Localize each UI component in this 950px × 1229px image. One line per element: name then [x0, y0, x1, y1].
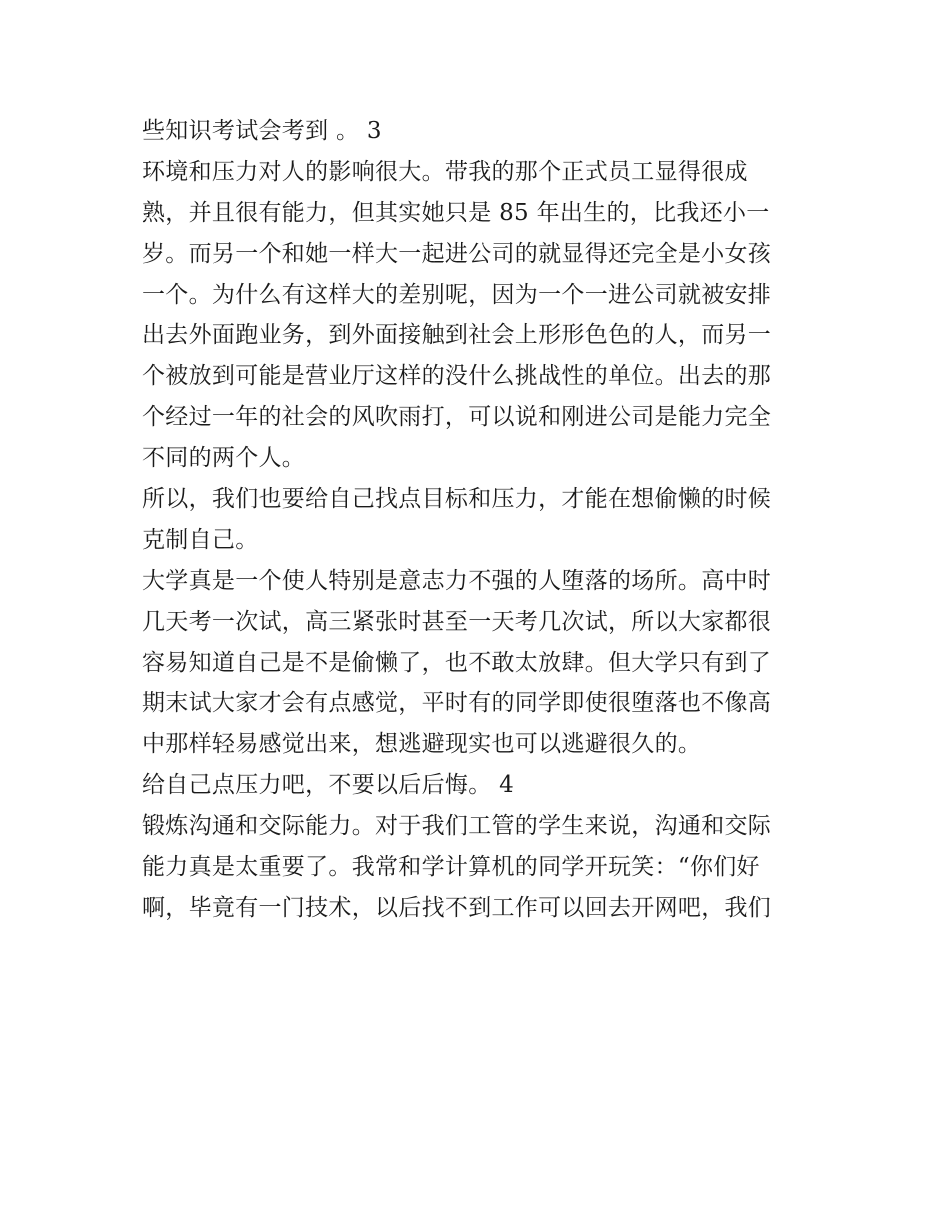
text-line: 一个。为什么有这样大的差别呢，因为一个一进公司就被安排: [142, 281, 772, 308]
text-line: 几天考一次试，高三紧张时甚至一天考几次试，所以大家都很: [142, 608, 772, 635]
text-line: 克制自己。: [142, 526, 259, 553]
text-line: 容易知道自己是不是偷懒了，也不敢太放肆。但大学只有到了: [142, 649, 772, 676]
text-line: 给自己点压力吧，不要以后后悔。 4: [142, 772, 515, 799]
text-line: 环境和压力对人的影响很大。带我的那个正式员工显得很成: [142, 158, 748, 185]
text-line: 熟，并且很有能力，但其实她只是 85 年出生的，比我还小一: [142, 199, 770, 226]
text-line: 大学真是一个使人特别是意志力不强的人堕落的场所。高中时: [142, 567, 772, 594]
text-line: 所以，我们也要给自己找点目标和压力，才能在想偷懒的时候: [142, 486, 772, 513]
text-line: 个被放到可能是营业厅这样的没什么挑战性的单位。出去的那: [142, 363, 772, 390]
text-line: 不同的两个人。: [142, 445, 306, 472]
text-line: 期末试大家才会有点感觉，平时有的同学即使很堕落也不像高: [142, 690, 772, 717]
text-line: 锻炼沟通和交际能力。对于我们工管的学生来说，沟通和交际: [142, 813, 772, 840]
text-line: 能力真是太重要了。我常和学计算机的同学开玩笑：“你们好: [142, 854, 760, 881]
text-line: 出去外面跑业务，到外面接触到社会上形形色色的人，而另一: [142, 322, 772, 349]
text-line: 啊，毕竟有一门技术，以后找不到工作可以回去开网吧，我们: [142, 894, 772, 921]
text-line: 中那样轻易感觉出来，想逃避现实也可以逃避很久的。: [142, 731, 702, 758]
text-line: 个经过一年的社会的风吹雨打，可以说和刚进公司是能力完全: [142, 404, 772, 431]
document-body: [142, 111, 812, 929]
text-line: 岁。而另一个和她一样大一起进公司的就显得还完全是小女孩: [142, 240, 772, 267]
text-line: 些知识考试会考到 。 3: [142, 118, 382, 144]
